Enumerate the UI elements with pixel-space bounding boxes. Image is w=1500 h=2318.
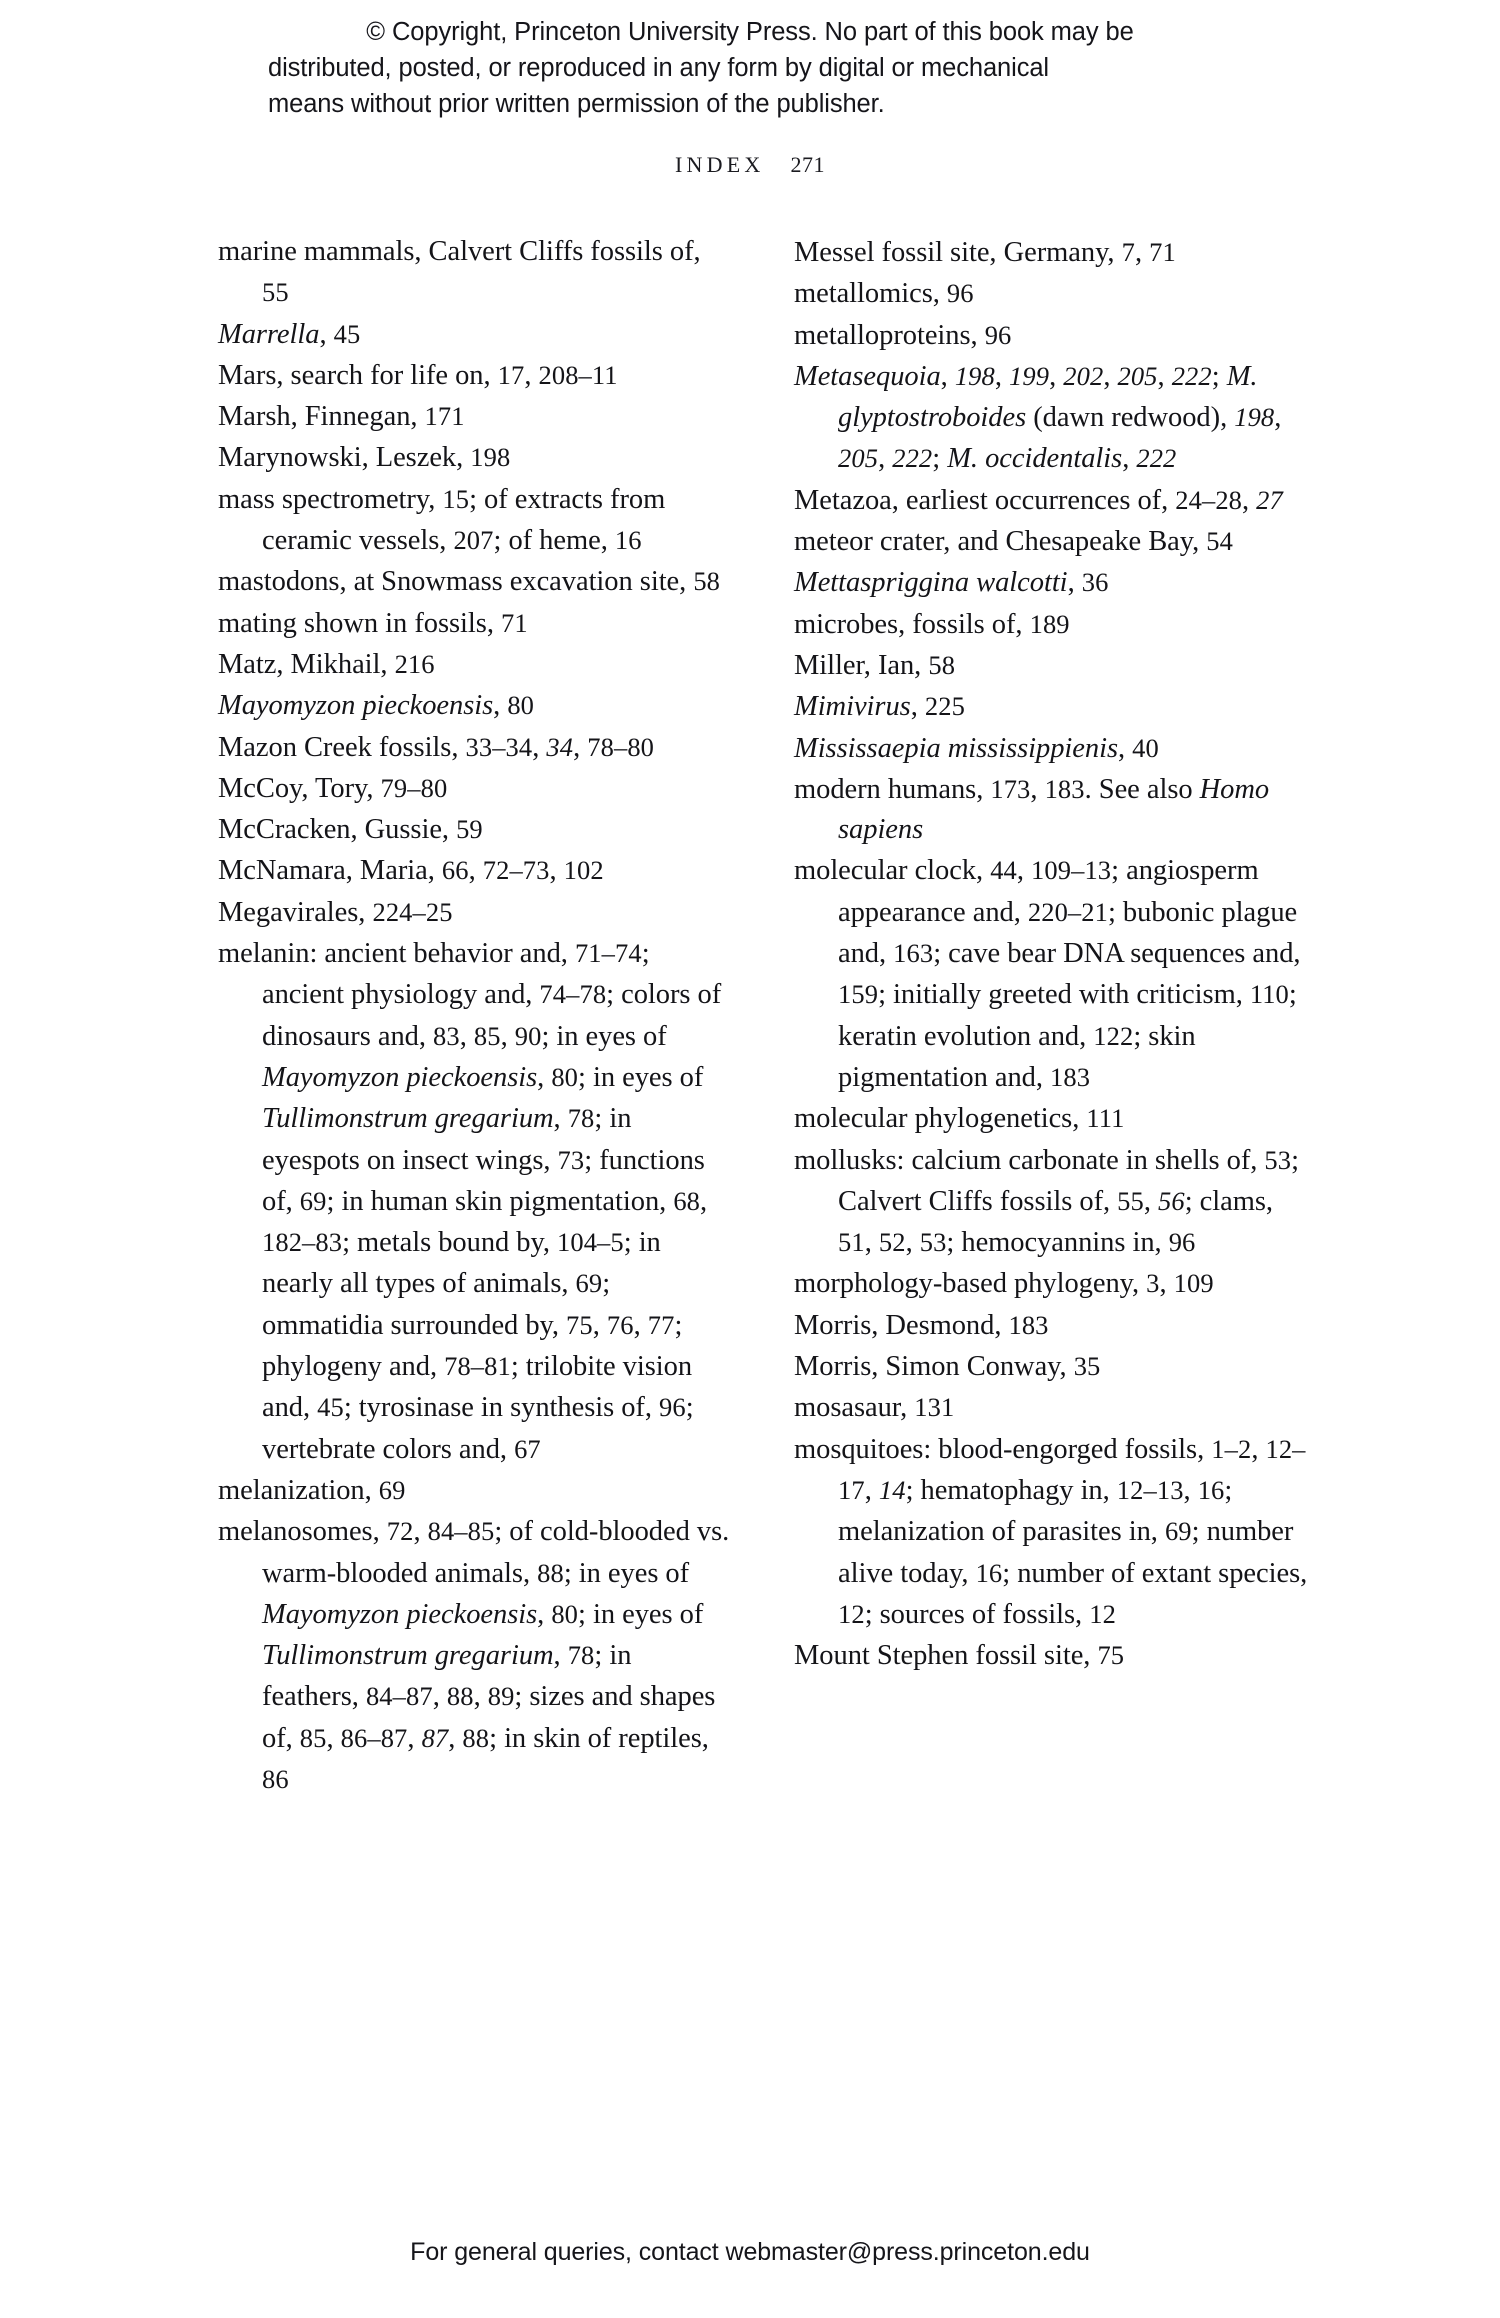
index-entry-morris-desmond: Morris, Desmond, 183 <box>794 1309 1049 1341</box>
index-entry-melanization: melanization, 69 <box>218 1474 406 1506</box>
index-entry-megavirales: Megavirales, 224–25 <box>218 896 453 928</box>
index-entry-modern-humans: modern humans, 173, 183. See also Homo sapiens <box>794 773 1270 846</box>
copyright-line-3: means without prior written permission of the publisher. <box>268 90 885 118</box>
index-entry-mount-stephen-fossil-site: Mount Stephen fossil site, 75 <box>794 1640 1125 1672</box>
index-entry-mcnamara-maria: McNamara, Maria, 66, 72–73, 102 <box>218 855 604 887</box>
index-entry-metazoa: Metazoa, earliest occurrences of, 24–28, 27 <box>794 484 1283 516</box>
index-column-left <box>218 232 732 1800</box>
index-entry-mccoy-tory: McCoy, Tory, 79–80 <box>218 772 448 804</box>
index-entry-mosasaur: mosasaur, 131 <box>794 1392 955 1424</box>
index-entry-morris-simon-conway: Morris, Simon Conway, 35 <box>794 1351 1101 1383</box>
index-entry-mimivirus: Mimivirus, 225 <box>794 691 965 723</box>
footer-queries-notice: For general queries, contact webmaster@press.princeton.edu <box>410 2238 1090 2266</box>
index-entry-metasequoia: Metasequoia, 198, 199, 202, 205, 222; M. glyptostroboides (dawn redwood), 198, 205, 222; M. occidentalis, 222 <box>794 360 1282 475</box>
copyright-line-1: © Copyright, Princeton University Press. No part of this book may be <box>366 18 1134 46</box>
index-entry-metaspriggina-walcotti: Mettaspriggina walcotti, 36 <box>794 567 1109 599</box>
index-entry-mosquitoes: mosquitoes: blood-engorged fossils, 1–2, 12–17, 14; hematophagy in, 12–13, 16; melanization of parasites in, 69; number alive today, 16; number of extant species, 12; sources of fossils, 12 <box>794 1433 1308 1630</box>
index-entry-melanosomes: melanosomes, 72, 84–85; of cold-blooded vs. warm-blooded animals, 88; in eyes of Mayomyzon pieckoensis, 80; in eyes of Tullimonstrum gregarium, 78; in feathers, 84–87, 88, 89; sizes and shapes of, 85, 86–87, 87, 88; in skin of reptiles, 86 <box>218 1516 730 1794</box>
index-entry-marynowski-leszek: Marynowski, Leszek, 198 <box>218 442 511 474</box>
index-entry-marsh-finnegan: Marsh, Finnegan, 171 <box>218 401 465 433</box>
index-entry-mastodons: mastodons, at Snowmass excavation site, 58 <box>218 566 721 598</box>
index-entry-marrella: Marrella, 45 <box>218 318 361 350</box>
index-entry-molecular-clock: molecular clock, 44, 109–13; angiosperm appearance and, 220–21; bubonic plague and, 163; cave bear DNA sequences and, 159; initially greeted with criticism, 110; keratin evolution and, 122; skin pigmentation and, 183 <box>794 855 1301 1093</box>
index-entry-marine-mammals: marine mammals, Calvert Cliffs fossils of, 55 <box>218 236 701 308</box>
index-entry-miller-ian: Miller, Ian, 58 <box>794 649 956 681</box>
index-entry-meteor-crater: meteor crater, and Chesapeake Bay, 54 <box>794 526 1233 558</box>
index-entry-mississaepia-mississippienis: Mississaepia mississippienis, 40 <box>794 732 1159 764</box>
index-entry-mayomyzon-pieckoensis: Mayomyzon pieckoensis, 80 <box>218 690 535 722</box>
index-entry-metallomics: metallomics, 96 <box>794 278 974 310</box>
index-entry-messel-fossil-site: Messel fossil site, Germany, 7, 71 <box>794 237 1176 268</box>
index-column-right <box>794 232 1308 1676</box>
index-entry-mating-shown-in-fossils: mating shown in fossils, 71 <box>218 607 528 639</box>
index-entry-mollusks: mollusks: calcium carbonate in shells of, 53; Calvert Cliffs fossils of, 55, 56; clams, 51, 52, 53; hemocyannins in, 96 <box>794 1144 1299 1259</box>
index-entry-mazon-creek-fossils: Mazon Creek fossils, 33–34, 34, 78–80 <box>218 731 655 763</box>
index-entry-molecular-phylogenetics: molecular phylogenetics, 111 <box>794 1103 1125 1135</box>
index-entry-mass-spectrometry: mass spectrometry, 15; of extracts from ceramic vessels, 207; of heme, 16 <box>218 483 666 557</box>
index-entry-morphology-based-phylogeny: morphology-based phylogeny, 3, 109 <box>794 1268 1214 1300</box>
copyright-line-2: distributed, posted, or reproduced in any form by digital or mechanical <box>268 54 1049 82</box>
index-body <box>218 232 1308 2152</box>
index-entry-matz-mikhail: Matz, Mikhail, 216 <box>218 648 435 680</box>
index-entry-melanin: melanin: ancient behavior and, 71–74; ancient physiology and, 74–78; colors of dinosaurs and, 83, 85, 90; in eyes of Mayomyzon pieckoensis, 80; in eyes of Tullimonstrum gregarium, 78; in eyespots on insect wings, 73; functions of, 69; in human skin pigmentation, 68, 182–83; metals bound by, 104–5; in nearly all types of animals, 69; ommatidia surrounded by, 75, 76, 77; phylogeny and, 78–81; trilobite vision and, 45; tyrosinase in synthesis of, 96; vertebrate colors and, 67 <box>218 938 722 1465</box>
index-entry-microbes: microbes, fossils of, 189 <box>794 608 1070 640</box>
index-entry-mars: Mars, search for life on, 17, 208–11 <box>218 359 618 391</box>
running-head-label: INDEX <box>675 152 765 177</box>
running-head <box>0 152 1500 178</box>
page-number: 271 <box>790 152 825 177</box>
index-entry-metalloproteins: metalloproteins, 96 <box>794 319 1012 351</box>
index-entry-mccracken-gussie: McCracken, Gussie, 59 <box>218 814 483 846</box>
copyright-notice <box>268 14 1232 122</box>
